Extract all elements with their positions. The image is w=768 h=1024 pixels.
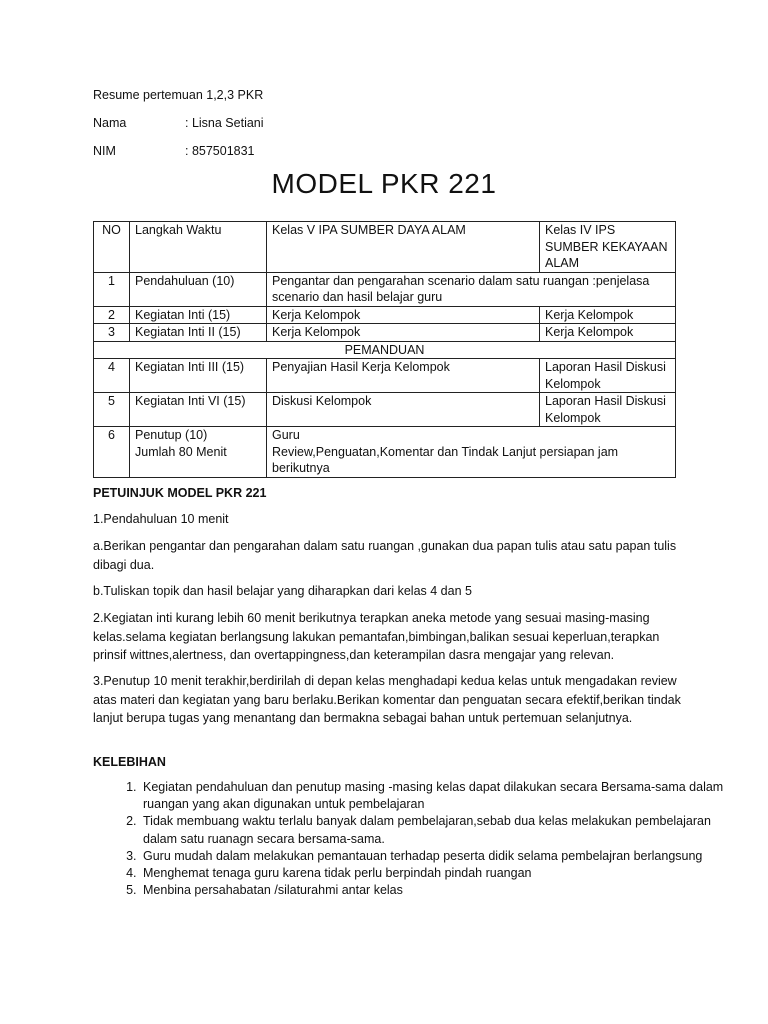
cell-langkah: Kegiatan Inti II (15)	[130, 324, 267, 342]
list-item: 3. Guru mudah dalam melakukan pemantauan terhadap peserta didik selama pembelajran berlangsung	[140, 848, 730, 865]
nim-line	[93, 144, 255, 158]
list-item: 2. Tidak membuang waktu terlalu banyak dalam pembelajaran,sebab dua kelas melakukan pembelajaran dalam satu ruanagn secara bersama-sama.	[140, 813, 730, 847]
cell-kelas-v: Penyajian Hasil Kerja Kelompok	[267, 359, 540, 393]
table-row	[94, 306, 676, 324]
cell-kelas-v: Kerja Kelompok	[267, 306, 540, 324]
cell-kelas-v: Kerja Kelompok	[267, 324, 540, 342]
cell-kelas-iv: Laporan Hasil Diskusi Kelompok	[540, 393, 676, 427]
nim-value: : 857501831	[185, 144, 255, 158]
petunjuk-paragraph: a.Berikan pengantar dan pengarahan dalam satu ruangan ,gunakan dua papan tulis atau satu papan tulis dibagi dua.	[93, 539, 677, 572]
name-label: Nama	[93, 116, 127, 130]
pemanduan-cell: PEMANDUAN	[94, 341, 676, 359]
header-kelas-iv: Kelas IV IPS SUMBER KEKAYAAN ALAM	[540, 222, 676, 273]
petunjuk-paragraph: 3.Penutup 10 menit terakhir,berdirilah di depan kelas menghadapi kedua kelas untuk mengadakan review atas materi dan kegiatan yang baru berlaku.Berikan komentar dan penguatan secara efektif,berikan tindak lanjut berupa tugas yang menantang dan bermakna sebagai bahan untuk pertemuan selanjutnya.	[93, 674, 681, 725]
list-item: 4. Menghemat tenaga guru karena tidak perlu berpindah pindah ruangan	[140, 865, 730, 882]
list-item: 1. Kegiatan pendahuluan dan penutup masing -masing kelas dapat dilakukan secara Bersama-sama dalam ruangan yang akan digunakan untuk pembelajaran	[140, 779, 730, 813]
table-header-row	[94, 222, 676, 273]
table-row	[94, 393, 676, 427]
name-line	[93, 116, 264, 130]
petunjuk-heading: PETUINJUK MODEL PKR 221	[93, 486, 267, 500]
cell-langkah-line-1: Penutup (10)	[135, 428, 208, 442]
petunjuk-paragraph: b.Tuliskan topik dan hasil belajar yang diharapkan dari kelas 4 dan 5	[93, 584, 472, 598]
cell-kelas-iv: Kerja Kelompok	[540, 306, 676, 324]
cell-no: 3	[94, 324, 130, 342]
pemanduan-row	[94, 341, 676, 359]
header-kelas-v: Kelas V IPA SUMBER DAYA ALAM	[267, 222, 540, 273]
cell-merged: Pengantar dan pengarahan scenario dalam satu ruangan :penjelasa scenario dan hasil belajar guru	[267, 272, 676, 306]
list-item: 5. Menbina persahabatan /silaturahmi antar kelas	[140, 882, 730, 899]
page-title: MODEL PKR 221	[271, 168, 497, 199]
cell-langkah: Kegiatan Inti III (15)	[130, 359, 267, 393]
kelebihan-list	[93, 779, 730, 899]
cell-langkah: Pendahuluan (10)	[130, 272, 267, 306]
header-langkah: Langkah Waktu	[130, 222, 267, 273]
cell-no: 6	[94, 427, 130, 478]
pkr-schedule-table	[93, 221, 676, 478]
cell-no: 2	[94, 306, 130, 324]
petunjuk-paragraph: 1.Pendahuluan 10 menit	[93, 512, 229, 526]
table-row	[94, 427, 676, 478]
cell-langkah	[130, 427, 267, 478]
cell-no: 5	[94, 393, 130, 427]
nim-label: NIM	[93, 144, 116, 158]
resume-title: Resume pertemuan 1,2,3 PKR	[93, 88, 264, 102]
table-row	[94, 324, 676, 342]
header-no: NO	[94, 222, 130, 273]
cell-kelas-iv: Kerja Kelompok	[540, 324, 676, 342]
cell-merged-line-1: Guru	[272, 428, 300, 442]
cell-merged-line-2: Review,Penguatan,Komentar dan Tindak Lanjut persiapan jam berikutnya	[272, 444, 619, 475]
cell-langkah: Kegiatan Inti (15)	[130, 306, 267, 324]
table-row	[94, 272, 676, 306]
table-row	[94, 359, 676, 393]
cell-kelas-v: Diskusi Kelompok	[267, 393, 540, 427]
cell-kelas-iv: Laporan Hasil Diskusi Kelompok	[540, 359, 676, 393]
cell-langkah-line-2: Jumlah 80 Menit	[135, 444, 227, 459]
cell-no: 1	[94, 272, 130, 306]
cell-no: 4	[94, 359, 130, 393]
cell-merged	[267, 427, 676, 478]
cell-langkah: Kegiatan Inti VI (15)	[130, 393, 267, 427]
kelebihan-heading: KELEBIHAN	[93, 755, 166, 769]
name-value: : Lisna Setiani	[185, 116, 264, 130]
petunjuk-paragraph: 2.Kegiatan inti kurang lebih 60 menit berikutnya terapkan aneka metode yang sesuai masing-masing kelas.selama kegiatan berlangsung lakukan pemantafan,bimbingan,balikan sesuai keperluan,terapkan prinsif wittnes,alertness, dan overtappingness,dan keterampilan dasra mengajar yang relevan.	[93, 611, 660, 662]
